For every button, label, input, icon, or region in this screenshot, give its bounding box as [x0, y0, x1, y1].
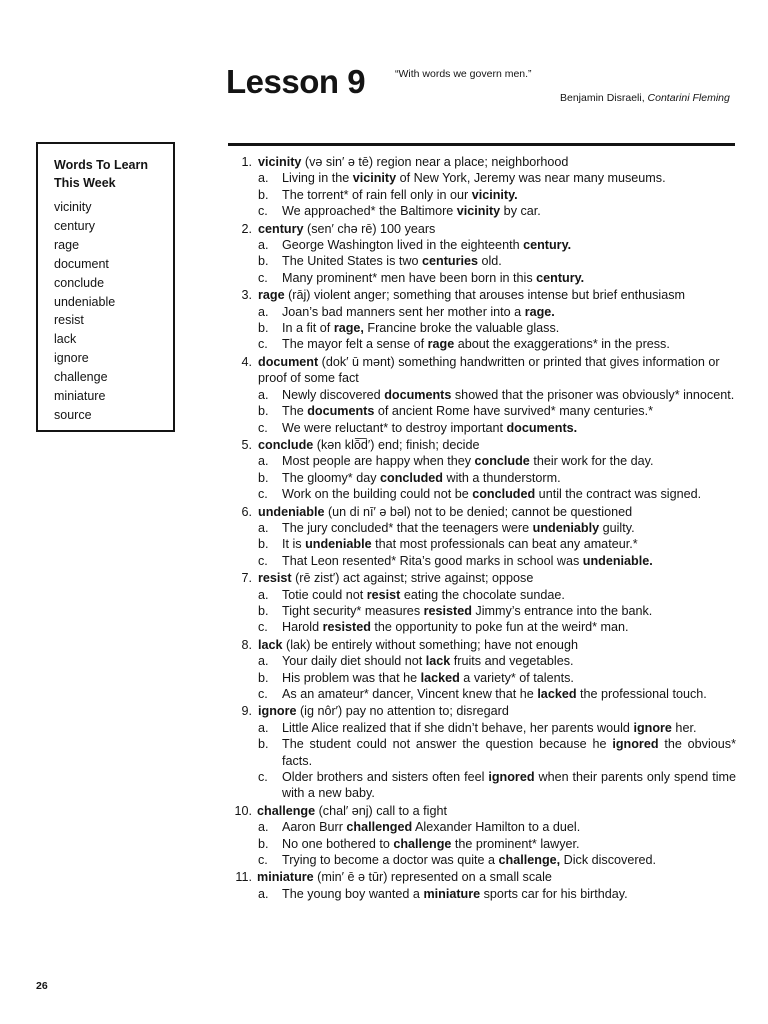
- entry-headline: [228, 354, 736, 387]
- entry-number: 4.: [241, 354, 252, 369]
- example-sentence: [228, 720, 736, 736]
- lesson-title: Lesson 9: [226, 63, 366, 100]
- entry-number: 6.: [241, 504, 252, 519]
- word-list-item: century: [54, 218, 95, 233]
- example-sentence: [228, 420, 736, 436]
- word-list-item: source: [54, 407, 92, 422]
- entry-pronunciation-definition: (və sin′ ə tē) region near a place; neighborhood: [301, 155, 569, 169]
- entry-pronunciation-definition: (rāj) violent anger; something that arouses intense but brief enthusiasm: [284, 288, 686, 303]
- entry-definition: [258, 637, 736, 653]
- example-text: [282, 686, 736, 702]
- example-sentence: [228, 670, 736, 686]
- example-letter: a.: [258, 820, 269, 835]
- example-text-before: The United States is two: [282, 254, 422, 269]
- example-text-before: That Leon resented* Rita’s good marks in school was: [282, 553, 583, 568]
- entry-word: undeniable: [258, 504, 325, 519]
- example-text-after: the prominent* lawyer.: [451, 836, 580, 851]
- example-sentence: [228, 686, 736, 702]
- example-text-before: The: [282, 404, 308, 419]
- example-text-before: Aaron Burr: [282, 820, 347, 835]
- example-keyword: challenge,: [498, 853, 561, 868]
- example-keyword: rage.: [524, 304, 555, 319]
- example-keyword: challenge: [393, 836, 452, 851]
- example-text-before: Little Alice realized that if she didn’t behave, her parents would: [282, 720, 634, 735]
- entry-headline: [228, 637, 736, 653]
- entry-definition: [258, 437, 736, 453]
- example-keyword: century.: [523, 238, 572, 253]
- example-text-after: eating the chocolate sundae.: [400, 587, 565, 602]
- example-text: [282, 320, 736, 336]
- example-keyword: resisted: [423, 603, 472, 618]
- entry-headline: [228, 437, 736, 453]
- entry-pronunciation-definition: (kən klō͞d′) end; finish; decide: [313, 437, 480, 452]
- example-sentence: [228, 270, 736, 286]
- entry-word: ignore: [258, 704, 297, 719]
- example-keyword: century.: [536, 270, 585, 285]
- vocab-entry: [228, 221, 736, 287]
- example-text-before: Work on the building could not be: [282, 487, 473, 502]
- example-keyword: undeniable: [305, 537, 372, 552]
- example-letter: b.: [258, 537, 269, 552]
- example-letter: c.: [258, 204, 268, 219]
- example-keyword: challenged: [346, 820, 413, 835]
- word-list-item: challenge: [54, 370, 108, 385]
- example-text-before: Many prominent* men have been born in this: [282, 270, 537, 285]
- example-sentence: [228, 170, 736, 186]
- page-number: 26: [36, 980, 48, 992]
- example-sentence: [228, 619, 736, 635]
- word-list-item: miniature: [54, 389, 106, 404]
- example-text: [282, 170, 736, 186]
- example-text: [282, 819, 736, 835]
- entry-number: 5.: [241, 437, 252, 452]
- entry-number: 3.: [241, 288, 252, 303]
- example-letter: a.: [258, 454, 269, 469]
- example-letter: a.: [258, 720, 269, 735]
- entry-pronunciation-definition: (ig nôr′) pay no attention to; disregard: [296, 704, 509, 719]
- word-list-item: ignore: [54, 351, 89, 366]
- example-keyword: lack: [425, 654, 451, 669]
- example-text-after: Francine broke the valuable glass.: [363, 321, 560, 336]
- word-list-item: lack: [54, 332, 77, 347]
- entry-definition: [258, 570, 736, 586]
- example-text-after: about the exaggerations* in the press.: [454, 337, 670, 352]
- example-text-before: We approached* the Baltimore: [282, 204, 457, 219]
- quote-work: Contarini Fleming: [647, 92, 730, 104]
- example-sentence: [228, 520, 736, 536]
- entry-headline: [228, 570, 736, 586]
- entry-headline: [228, 703, 736, 719]
- example-letter: c.: [258, 770, 268, 785]
- example-text-after: of ancient Rome have survived* many centuries.*: [374, 404, 653, 419]
- example-text-after: Alexander Hamilton to a duel.: [412, 820, 581, 835]
- example-text: [282, 886, 736, 902]
- words-box-title: [54, 156, 148, 192]
- example-text: [282, 237, 736, 253]
- entry-pronunciation-definition: (dok′ ū mənt) something handwritten or printed that gives information or proof of some fact: [258, 354, 720, 386]
- words-box-title-line1: Words To Learn: [54, 158, 148, 172]
- example-text: [282, 553, 736, 569]
- example-text-before: We were reluctant* to destroy important: [282, 420, 507, 435]
- example-text: [282, 304, 736, 320]
- example-sentence: [228, 603, 736, 619]
- example-text-after: a variety* of talents.: [459, 670, 574, 685]
- entry-pronunciation-definition: (un di nī′ ə bəl) not to be denied; cannot be questioned: [324, 504, 633, 519]
- example-text: [282, 253, 736, 269]
- entry-pronunciation-definition: (chal′ ənj) call to a fight: [315, 803, 447, 818]
- example-keyword: ignored: [488, 770, 535, 785]
- example-letter: a.: [258, 654, 269, 669]
- example-text-before: The young boy wanted a: [282, 886, 424, 901]
- entry-headline: [228, 869, 736, 885]
- example-letter: c.: [258, 687, 268, 701]
- example-sentence: [228, 387, 736, 403]
- example-text-before: As an amateur* dancer, Vincent knew that he: [282, 687, 538, 701]
- entry-definition: [257, 869, 736, 885]
- example-text-before: No one bothered to: [282, 836, 394, 851]
- example-text: [282, 736, 736, 769]
- example-text-before: Older brothers and sisters often feel: [282, 770, 489, 785]
- vocab-entry: [228, 154, 736, 220]
- entry-number: 8.: [241, 637, 252, 652]
- word-list-item: resist: [54, 313, 84, 328]
- example-text-after: the obvious* facts.: [282, 737, 736, 768]
- example-text: [282, 403, 736, 419]
- entry-headline: [228, 504, 736, 520]
- entry-number: 7.: [241, 571, 252, 586]
- example-sentence: [228, 886, 736, 902]
- example-keyword: centuries: [422, 254, 478, 269]
- example-text-after: showed that the prisoner was obviously* innocent.: [451, 387, 735, 402]
- example-keyword: undeniably: [532, 520, 600, 535]
- example-text: [282, 836, 736, 852]
- example-sentence: [228, 403, 736, 419]
- entry-word: vicinity: [258, 155, 302, 169]
- example-sentence: [228, 336, 736, 352]
- example-text: [282, 520, 736, 536]
- example-text-before: The mayor felt a sense of: [282, 337, 428, 352]
- entry-word: resist: [258, 571, 292, 586]
- example-text-after: until the contract was signed.: [535, 487, 702, 502]
- word-list-item: document: [54, 256, 109, 271]
- example-keyword: ignored: [612, 737, 659, 752]
- example-keyword: vicinity.: [471, 187, 518, 202]
- example-text-before: The torrent* of rain fell only in our: [282, 187, 472, 202]
- example-keyword: concluded: [472, 487, 536, 502]
- word-list-item: vicinity: [54, 200, 92, 214]
- entry-number: 2.: [241, 221, 252, 236]
- example-text-before: Tight security* measures: [282, 603, 424, 618]
- example-keyword: documents.: [506, 420, 578, 435]
- example-letter: a.: [258, 520, 269, 535]
- example-text-after: when their parents only spend time with a new baby.: [282, 770, 736, 801]
- example-text: [282, 470, 736, 486]
- example-text-after: old.: [478, 254, 502, 269]
- example-sentence: [228, 852, 736, 868]
- example-text-after: the professional touch.: [576, 687, 707, 701]
- entry-word: century: [258, 221, 304, 236]
- example-sentence: [228, 653, 736, 669]
- entry-pronunciation-definition: (min′ ē ə tūr) represented on a small scale: [313, 870, 552, 885]
- words-box-title-line2: This Week: [54, 176, 116, 190]
- example-keyword: vicinity: [352, 171, 397, 186]
- example-sentence: [228, 836, 736, 852]
- example-letter: c.: [258, 420, 268, 435]
- words-to-learn-box: [36, 142, 175, 432]
- entry-word: challenge: [257, 803, 316, 818]
- example-letter: b.: [258, 737, 269, 752]
- example-text-before: Most people are happy when they: [282, 454, 475, 469]
- vocab-entry: [228, 354, 736, 436]
- epigraph-quote: “With words we govern men.”: [395, 68, 532, 80]
- vocabulary-entries: [228, 154, 736, 903]
- example-text-after: sports car for his birthday.: [480, 886, 628, 901]
- entry-definition: [257, 803, 736, 819]
- example-text-before: Totie could not: [282, 587, 367, 602]
- example-text: [282, 619, 736, 635]
- example-text-before: Your daily diet should not: [282, 654, 426, 669]
- entry-definition: [258, 154, 736, 170]
- vocab-entry: [228, 287, 736, 353]
- example-text: [282, 769, 736, 802]
- example-keyword: ignore: [633, 720, 672, 735]
- example-sentence: [228, 553, 736, 569]
- entry-pronunciation-definition: (rē zist′) act against; strive against; oppose: [291, 571, 534, 586]
- example-text-before: The gloomy* day: [282, 470, 381, 485]
- example-text-before: Newly discovered: [282, 387, 385, 402]
- example-text: [282, 670, 736, 686]
- example-keyword: conclude: [474, 454, 530, 469]
- example-text: [282, 852, 736, 868]
- entry-definition: [258, 221, 736, 237]
- example-sentence: [228, 736, 736, 769]
- example-sentence: [228, 453, 736, 469]
- vocab-entry: [228, 437, 736, 503]
- example-text: [282, 720, 736, 736]
- example-keyword: documents: [307, 404, 375, 419]
- word-list-item: conclude: [54, 275, 105, 290]
- entry-word: document: [258, 354, 319, 369]
- vocab-entry: [228, 803, 736, 869]
- example-sentence: [228, 470, 736, 486]
- example-text-before: His problem was that he: [282, 670, 421, 685]
- example-letter: c.: [258, 620, 268, 635]
- example-text-after: their work for the day.: [529, 454, 654, 469]
- entry-number: 9.: [241, 704, 252, 719]
- example-text-after: by car.: [500, 204, 541, 219]
- example-sentence: [228, 320, 736, 336]
- example-text-before: The jury concluded* that the teenagers were: [282, 520, 533, 535]
- example-letter: c.: [258, 487, 268, 502]
- example-sentence: [228, 769, 736, 802]
- entry-headline: [228, 154, 736, 170]
- example-letter: b.: [258, 470, 269, 485]
- example-keyword: lacked: [420, 670, 460, 685]
- example-text-after: her.: [671, 720, 697, 735]
- example-letter: c.: [258, 337, 268, 352]
- example-sentence: [228, 304, 736, 320]
- example-text: [282, 536, 736, 552]
- example-keyword: resisted: [322, 620, 371, 635]
- entry-definition: [258, 703, 736, 719]
- vocab-entry: [228, 869, 736, 902]
- entry-definition: [258, 504, 736, 520]
- example-text: [282, 270, 736, 286]
- example-letter: a.: [258, 886, 269, 901]
- example-keyword: resist: [366, 587, 401, 602]
- example-text-before: It is: [282, 537, 306, 552]
- example-text-before: Trying to become a doctor was quite a: [282, 853, 499, 868]
- example-letter: c.: [258, 270, 268, 285]
- example-sentence: [228, 587, 736, 603]
- example-text-after: guilty.: [599, 520, 635, 535]
- entry-number: 11.: [235, 870, 252, 885]
- entry-definition: [258, 354, 736, 387]
- example-sentence: [228, 237, 736, 253]
- example-letter: b.: [258, 670, 269, 685]
- example-keyword: concluded: [380, 470, 443, 485]
- example-keyword: vicinity: [456, 204, 501, 219]
- entry-word: rage: [258, 288, 285, 303]
- example-letter: a.: [258, 238, 269, 253]
- example-letter: b.: [258, 321, 269, 336]
- example-sentence: [228, 187, 736, 203]
- example-sentence: [228, 819, 736, 835]
- example-text-after: of New York, Jeremy was near many museums.: [396, 171, 666, 186]
- example-sentence: [228, 536, 736, 552]
- example-text: [282, 203, 736, 219]
- example-text: [282, 387, 736, 403]
- example-letter: a.: [258, 387, 269, 402]
- entry-number: 10.: [234, 803, 252, 818]
- example-letter: c.: [258, 553, 268, 568]
- example-keyword: documents: [384, 387, 452, 402]
- example-text: [282, 653, 736, 669]
- example-text-after: Dick discovered.: [560, 853, 657, 868]
- example-letter: b.: [258, 603, 269, 618]
- example-keyword: rage,: [333, 321, 364, 336]
- example-text: [282, 187, 736, 203]
- word-list: [54, 198, 115, 425]
- entry-pronunciation-definition: (sen′ chə rē) 100 years: [303, 221, 436, 236]
- example-text: [282, 336, 736, 352]
- vocab-entry: [228, 703, 736, 801]
- example-text-before: Joan’s bad manners sent her mother into a: [282, 304, 525, 319]
- epigraph-attribution: [560, 92, 730, 104]
- example-keyword: rage: [427, 337, 455, 352]
- entry-word: miniature: [257, 870, 314, 885]
- example-text: [282, 603, 736, 619]
- example-text-before: George Washington lived in the eighteenth: [282, 238, 524, 253]
- example-letter: b.: [258, 254, 269, 269]
- example-keyword: miniature: [423, 886, 481, 901]
- example-text: [282, 486, 736, 502]
- entry-headline: [228, 221, 736, 237]
- example-text-after: Jimmy’s entrance into the bank.: [471, 603, 653, 618]
- vocab-entry: [228, 570, 736, 636]
- example-text-after: with a thunderstorm.: [443, 470, 561, 485]
- example-sentence: [228, 253, 736, 269]
- entry-definition: [258, 287, 736, 303]
- example-text-before: In a fit of: [282, 321, 334, 336]
- example-text-before: Living in the: [282, 171, 353, 186]
- entry-word: conclude: [258, 437, 314, 452]
- quote-author: Benjamin Disraeli,: [560, 92, 648, 104]
- vocab-entry: [228, 637, 736, 703]
- word-list-item: rage: [54, 237, 80, 252]
- example-text-after: the opportunity to poke fun at the weird* man.: [370, 620, 629, 635]
- example-letter: a.: [258, 304, 269, 319]
- entry-pronunciation-definition: (lak) be entirely without something; have not enough: [282, 637, 578, 652]
- example-letter: b.: [258, 836, 269, 851]
- entry-number: 1.: [241, 155, 252, 169]
- header-rule: [228, 143, 735, 146]
- entry-headline: [228, 287, 736, 303]
- example-text: [282, 420, 736, 436]
- example-letter: a.: [258, 171, 269, 186]
- example-sentence: [228, 486, 736, 502]
- example-text-after: that most professionals can beat any amateur.*: [371, 537, 638, 552]
- example-text-before: Harold: [282, 620, 323, 635]
- word-list-item: undeniable: [54, 294, 116, 309]
- example-letter: c.: [258, 853, 268, 868]
- entry-headline: [228, 803, 736, 819]
- example-text: [282, 587, 736, 603]
- entry-word: lack: [258, 637, 283, 652]
- vocab-entry: [228, 504, 736, 570]
- example-letter: a.: [258, 587, 269, 602]
- example-keyword: undeniable.: [582, 553, 653, 568]
- example-letter: b.: [258, 404, 269, 419]
- example-keyword: lacked: [537, 687, 577, 701]
- example-letter: b.: [258, 187, 269, 202]
- example-text-after: fruits and vegetables.: [450, 654, 574, 669]
- example-text-before: The student could not answer the question because he: [282, 737, 613, 752]
- example-sentence: [228, 203, 736, 219]
- example-text: [282, 453, 736, 469]
